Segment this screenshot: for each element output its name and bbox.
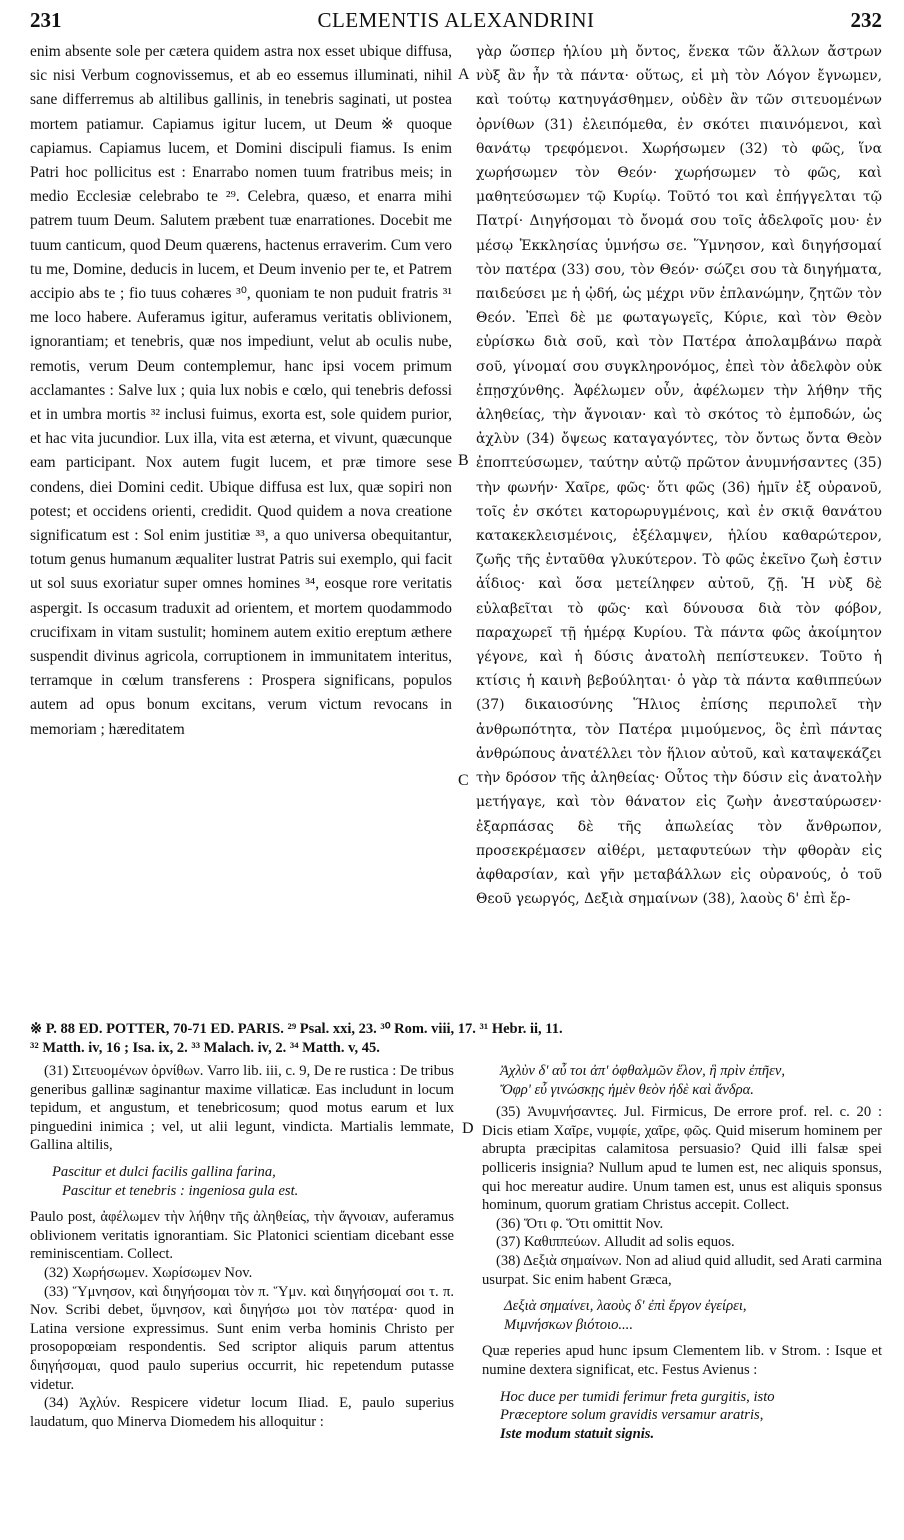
references-line-1: ※ P. 88 ED. POTTER, 70-71 ED. PARIS. ²⁹ Psal. xxi, 23. ³⁰ Rom. viii, 17. ³¹ Hebr. ii, 11.: [30, 1021, 563, 1037]
latin-column: enim absente sole per cætera quidem astra nox esset ubique diffusa, sic nisi Verbum cognovissemus, et ab eo essemus illuminati, nihil sane differremus ab altilibus gallinis, in tenebris saginati, ut postea mortem patiamur. Capiamus igitur lucem, ut Deum ※ quoque capiamus. Capiamus lucem, et Domini discipuli fiamus. Is enim Patri hoc pollicitus est : Enarrabo nomen tuum fratribus meis; in medio Ecclesiæ celebrabo te ²⁹. Celebra, quæso, et enarra mihi patrem tuum Deum. Salutem præbent tuæ enarrationes. Docebit me tuum canticum, quod Deum quærens, hactenus erraverim. Cum vero tu me, Domine, deducis in lucem, et Deum invenio per te, et Patrem accipio abs te ; fio tuus cohæres ³⁰, quoniam te non puduit fratris ³¹ me loco habere. Auferamus igitur, auferamus veritatis oblivionem, ignorantiam; et tenebris, quæ nos impediunt, velut ab oculis nube, remotis, verum Deum contemplemur, hanc ipsi vocem primum acclamantes : Salve lux ; quia lux nobis e cœlo, qui tenebris defossi et in umbra mortis ³² inclusi fuimus, exorta est, sole quidem purior, et hac vita jucundior. Lux illa, vita est æterna, et vivunt, quæcunque eam participant. Nox autem fugit lucem, et præ timore sese condens, diei Domini cedit. Ubique diffusa est lux, quæ sopiri non potest; et occidens orienti, credidit. Quod quidem a nova creatione significatum est : Sol enim justitiæ ³³, a quo universa obequitantur, totum genus humanum æqualiter lustrat Patris sui exemplo, qui facit ut sol suus exoriatur super omnes homines ³⁴, eosque rore veritatis aspergit. Is occasum traduxit ad orientem, et mortem quodammodo crucifixam in vitam sustulit; hominem autem exitio ereptum æthere suspendit divinus agricola, corruptionem in immunitatem interitus, terramque in cœlum transferens : Prospera significans, populos autem ad opus bonum excitans, verum victum revocans in memoriam ; hæreditatem: [30, 43, 452, 738]
verse-line: Pascitur et tenebris : ingeniosa gula est.: [62, 1182, 299, 1199]
note-35: (35) Ἀνυμνήσαντες. Jul. Firmicus, De errore prof. rel. c. 20 : Dicis etiam Χαῖρε, νυμφίε, χαῖρε, φῶς. Quid miserum hominem per abrupta præcipitas calamitosa persuasio? Quid illi falsæ spei polliceris insignia? Nullum apud te lumen est, nec aliquis sponsus, qui hoc mereatur audire. Unum tamen est, unus est aliquis sponsus hominum, quorum gratiam Christus accepit. Collect.: [482, 1104, 882, 1214]
page-header: [30, 8, 882, 38]
aratus-verse: [504, 1297, 882, 1334]
note-38-continued: Quæ reperies apud hunc ipsum Clementem lib. v Strom. : Isque et numine dextera significat, etc. Festus Avienus :: [482, 1343, 882, 1378]
avienus-verse: [500, 1388, 882, 1444]
verse-line: Pascitur et dulci facilis gallina farina,: [52, 1163, 276, 1180]
margin-letter-c: C: [458, 772, 469, 789]
verse-line: Iste modum statuit signis.: [500, 1425, 655, 1442]
note-33: (33) Ὕμνησον, καὶ διηγήσομαι τὸν π. Ὕμν. καὶ διηγήσομαί σοι τ. π. Nov. Scribi debet, ὕμνησον, καὶ διηγήσω μοι τὸν πατέρα· quod in Latina versione expressimus. Sunt enim verba hominis Christo per prosopopœiam respondentis. Sed scriptor aliquis parum attentus διηγήσομαι, quod paulo superius occurrit, hic repetendum putasse videtur.: [30, 1283, 454, 1393]
iliad-verse: [500, 1062, 882, 1099]
margin-letter-d: D: [462, 1120, 474, 1137]
notes-left-column: [30, 1062, 454, 1431]
martial-verse: [52, 1163, 454, 1200]
notes-right-column: [482, 1062, 882, 1451]
verse-line: Ὄφρ' εὖ γινώσκῃς ἡμὲν θεὸν ἠδὲ καὶ ἄνδρα.: [500, 1081, 754, 1098]
margin-letter-a: A: [458, 66, 470, 83]
note-38: (38) Δεξιὰ σημαίνων. Non ad aliud quid alludit, sed Arati carmina usurpat. Sic enim habent Græca,: [482, 1252, 882, 1288]
references-line-2: ³² Matth. iv, 16 ; Isa. ix, 2. ³³ Malach. iv, 2. ³⁴ Matth. v, 45.: [30, 1040, 380, 1056]
note-36: (36) Ὅτι φ. Ὅτι omittit Nov.: [496, 1215, 664, 1232]
verse-line: Præceptore solum gravidis versamur aratris,: [500, 1407, 764, 1424]
verse-line: Hoc duce per tumidi ferimur freta gurgitis, isto: [500, 1388, 775, 1405]
margin-letter-b: B: [458, 452, 469, 469]
verse-line: Μιμνήσκων βιότοιο....: [504, 1316, 633, 1333]
page-number-right: 232: [850, 8, 882, 32]
verse-line: Δεξιὰ σημαίνει, λαοὺς δ' ἐπὶ ἔργον ἐγείρει,: [504, 1298, 747, 1315]
note-31-continued: Paulo post, ἀφέλωμεν τὴν λήθην τῆς ἀληθείας, τὴν ἄγνοιαν, auferamus oblivionem veritatis ignorantiam. Sic Platonici scientiam dicebant esse reminiscentiam. Collect.: [30, 1209, 454, 1263]
running-title: CLEMENTIS ALEXANDRINI: [317, 8, 595, 32]
note-31: (31) Σιτευομένων ὀρνίθων. Varro lib. iii, c. 9, De re rustica : De tribus generibus gallinæ saginantur maxime villaticæ. Eas includunt in locum tepidum, et angustum, et tenebricosum; quod motus earum et lux pinguedini inimica ; vel, ut alii legunt, vindicta. Martialis lemmate, Gallina altilis,: [30, 1063, 454, 1154]
page-number-left: 231: [30, 8, 62, 32]
greek-column: γὰρ ὥσπερ ἡλίου μὴ ὄντος, ἕνεκα τῶν ἄλλων ἄστρων νὺξ ἂν ἦν τὰ πάντα· οὕτως, εἰ μὴ τὸν Λόγον ἔγνωμεν, καὶ τούτῳ κατηυγάσθημεν, οὐδὲν ἂν τῶν σιτευομένων ὀρνίθων (31) ἐλειπόμεθα, ἐν σκότει πιαινόμενοι, καὶ θανάτῳ τρεφόμενοι. Χωρήσωμεν (32) τὸ φῶς, ἵνα χωρήσωμεν τὸν Θεόν· χωρήσωμεν τὸ φῶς, καὶ μαθητεύσωμεν τῷ Κυρίῳ. Τοῦτό τοι καὶ ἐπήγγελται τῷ Πατρί· Διηγήσομαι τὸ ὄνομά σου τοῖς ἀδελφοῖς μου· ἐν μέσῳ Ἐκκλησίας ὑμνήσω σε. Ὕμνησον, καὶ διηγήσομαί τὸν πατέρα (33) σου, τὸν Θεόν· σώζει σου τὰ διηγήματα, παιδεύσει με ἡ ᾠδή, ὡς μέχρι νῦν ἐπλανώμην, ζητῶν τὸν Θεόν. Ἐπεὶ δὲ με φωταγωγεῖς, Κύριε, καὶ τὸν Θεὸν εὑρίσκω διὰ σοῦ, καὶ τὸν Πατέρα ἀπολαμβάνω παρὰ σοῦ, γίνομαί σου συγκληρονόμος, ἐπεὶ τὸν ἀδελφὸν οὐκ ἐπῃσχύνθης. Ἀφέλωμεν οὖν, ἀφέλωμεν τὴν λήθην τῆς ἀληθείας, τὴν ἄγνοιαν· καὶ τὸ σκότος τὸ ἐμποδών, ὡς ἀχλὺν (34) ὄψεως καταγαγόντες, τὸν ὄντως ὄντα Θεὸν ἐποπτεύσωμεν, ταύτην αὐτῷ πρῶτον ἀνυμνήσαντες (35) τὴν φωνήν· Χαῖρε, φῶς· ὅτι φῶς (36) ἡμῖν ἐξ οὐρανοῦ, τοῖς ἐν σκότει κατορωρυγμένοις, καὶ ἐν σκιᾷ θανάτου κατακεκλεισμένοις, ἐξέλαμψεν, ἡλίου καθαρώτερον, ζωῆς τῆς ἐνταῦθα γλυκύτερον. Τὸ φῶς ἐκεῖνο ζωὴ ἐστιν ἀΐδιος· καὶ ὅσα μετείληφεν αὐτοῦ, ζῇ. Ἡ νὺξ δὲ εὐλαβεῖται τὸ φῶς· καὶ δύνουσα διὰ τὸν φόβον, παραχωρεῖ τῇ ἡμέρᾳ Κυρίου. Τὰ πάντα φῶς ἀκοίμητον γέγονε, καὶ ἡ δύσις ἀνατολὴ πεπίστευκεν. Τοῦτο ἡ κτίσις ἡ καινὴ βεβούληται· ὁ γὰρ τὰ πάντα καθιππεύων (37) δικαιοσύνης Ἥλιος ἐπίσης περιπολεῖ τὴν ἀνθρωπότητα, τὸν Πατέρα μιμούμενος, ὃς ἐπὶ πάντας ἀνθρώπους ἀνατέλλει τὸν ἥλιον αὐτοῦ, καὶ καταψεκάζει τὴν δρόσον τῆς ἀληθείας· Οὗτος τὴν δύσιν εἰς ἀνατολὴν μετήγαγε, καὶ τὸν θάνατον εἰς ζωὴν ἀνεσταύρωσεν· ἐξαρπάσας δὲ τῆς ἀπωλείας τὸν ἄνθρωπον, προσεκρέμασεν αἰθέρι, μεταφυτεύων τὴν φθορὰν εἰς ἀφθαρσίαν, καὶ γῆν μεταβάλλων εἰς οὐρανούς, ὁ τοῦ Θεοῦ γεωργός, Δεξιὰ σημαίνων (38), λαοὺς δ' ἐπὶ ἔρ-: [476, 44, 882, 908]
note-34: (34) Ἀχλύν. Respicere videtur locum Iliad. E, paulo superius laudatum, quo Minerva Diomedem his alloquitur :: [30, 1395, 454, 1430]
note-37: (37) Καθιππεύων. Alludit ad solis equos.: [496, 1234, 735, 1251]
scripture-references: [30, 1020, 882, 1058]
note-32: (32) Χωρήσωμεν. Χωρίσωμεν Nov.: [44, 1264, 253, 1281]
verse-line: Ἀχλὺν δ' αὖ τοι ἀπ' ὀφθαλμῶν ἕλον, ἣ πρὶν ἐπῆεν,: [500, 1063, 785, 1079]
